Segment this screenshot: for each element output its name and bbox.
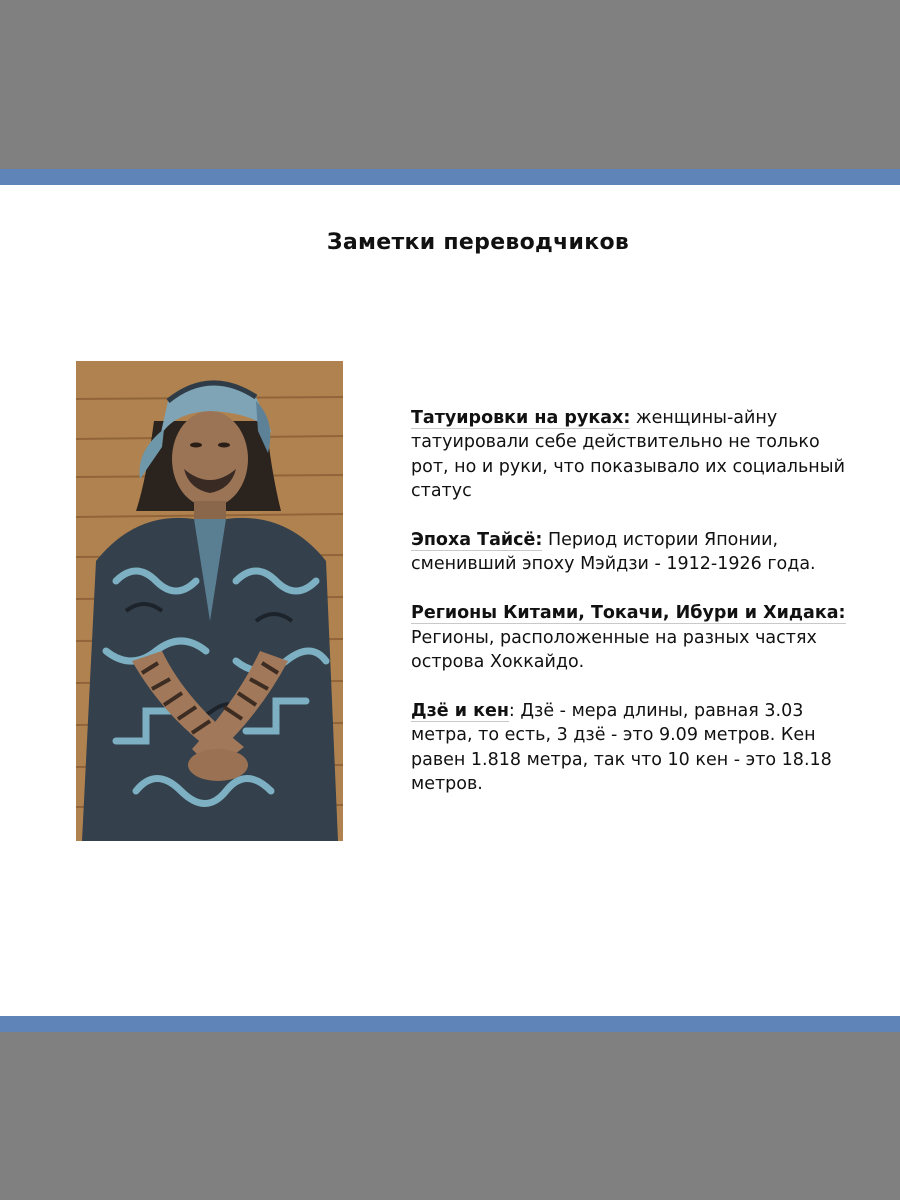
note-hand-tattoos (411, 406, 861, 504)
note-taisho-era (411, 528, 861, 577)
notes-page (0, 185, 900, 1016)
note-term: Дзё и кен (411, 700, 509, 721)
note-text: Период истории Японии, сменивший эпоху Мэйдзи - 1912-1926 года. (411, 530, 816, 575)
bottom-divider-stripe (0, 1016, 900, 1032)
note-term: Регионы Китами, Токачи, Ибури и Хидака: (411, 603, 846, 624)
translator-notes-list (411, 406, 861, 821)
note-text: женщины-айну татуировали себе действительно не только рот, но и руки, что показывало их социальный статус (411, 408, 845, 502)
note-text: : Дзё - мера длины, равная 3.03 метра, то есть, 3 дзё - это 9.09 метров. Кен равен 1.818 метра, так что 10 кен - это 18.18 метров. (411, 700, 832, 795)
top-divider-stripe (0, 169, 900, 185)
note-regions (411, 601, 861, 674)
note-jo-and-ken (411, 699, 861, 797)
page-title: Заметки переводчиков (326, 230, 630, 255)
bottom-frame (0, 1032, 900, 1200)
note-text: Регионы, расположенные на разных частях острова Хоккайдо. (411, 627, 817, 673)
note-term: Татуировки на руках: (411, 408, 631, 428)
note-term: Эпоха Тайсё: (411, 530, 543, 551)
top-frame (0, 0, 900, 169)
ainu-woman-portrait-icon (76, 361, 343, 841)
